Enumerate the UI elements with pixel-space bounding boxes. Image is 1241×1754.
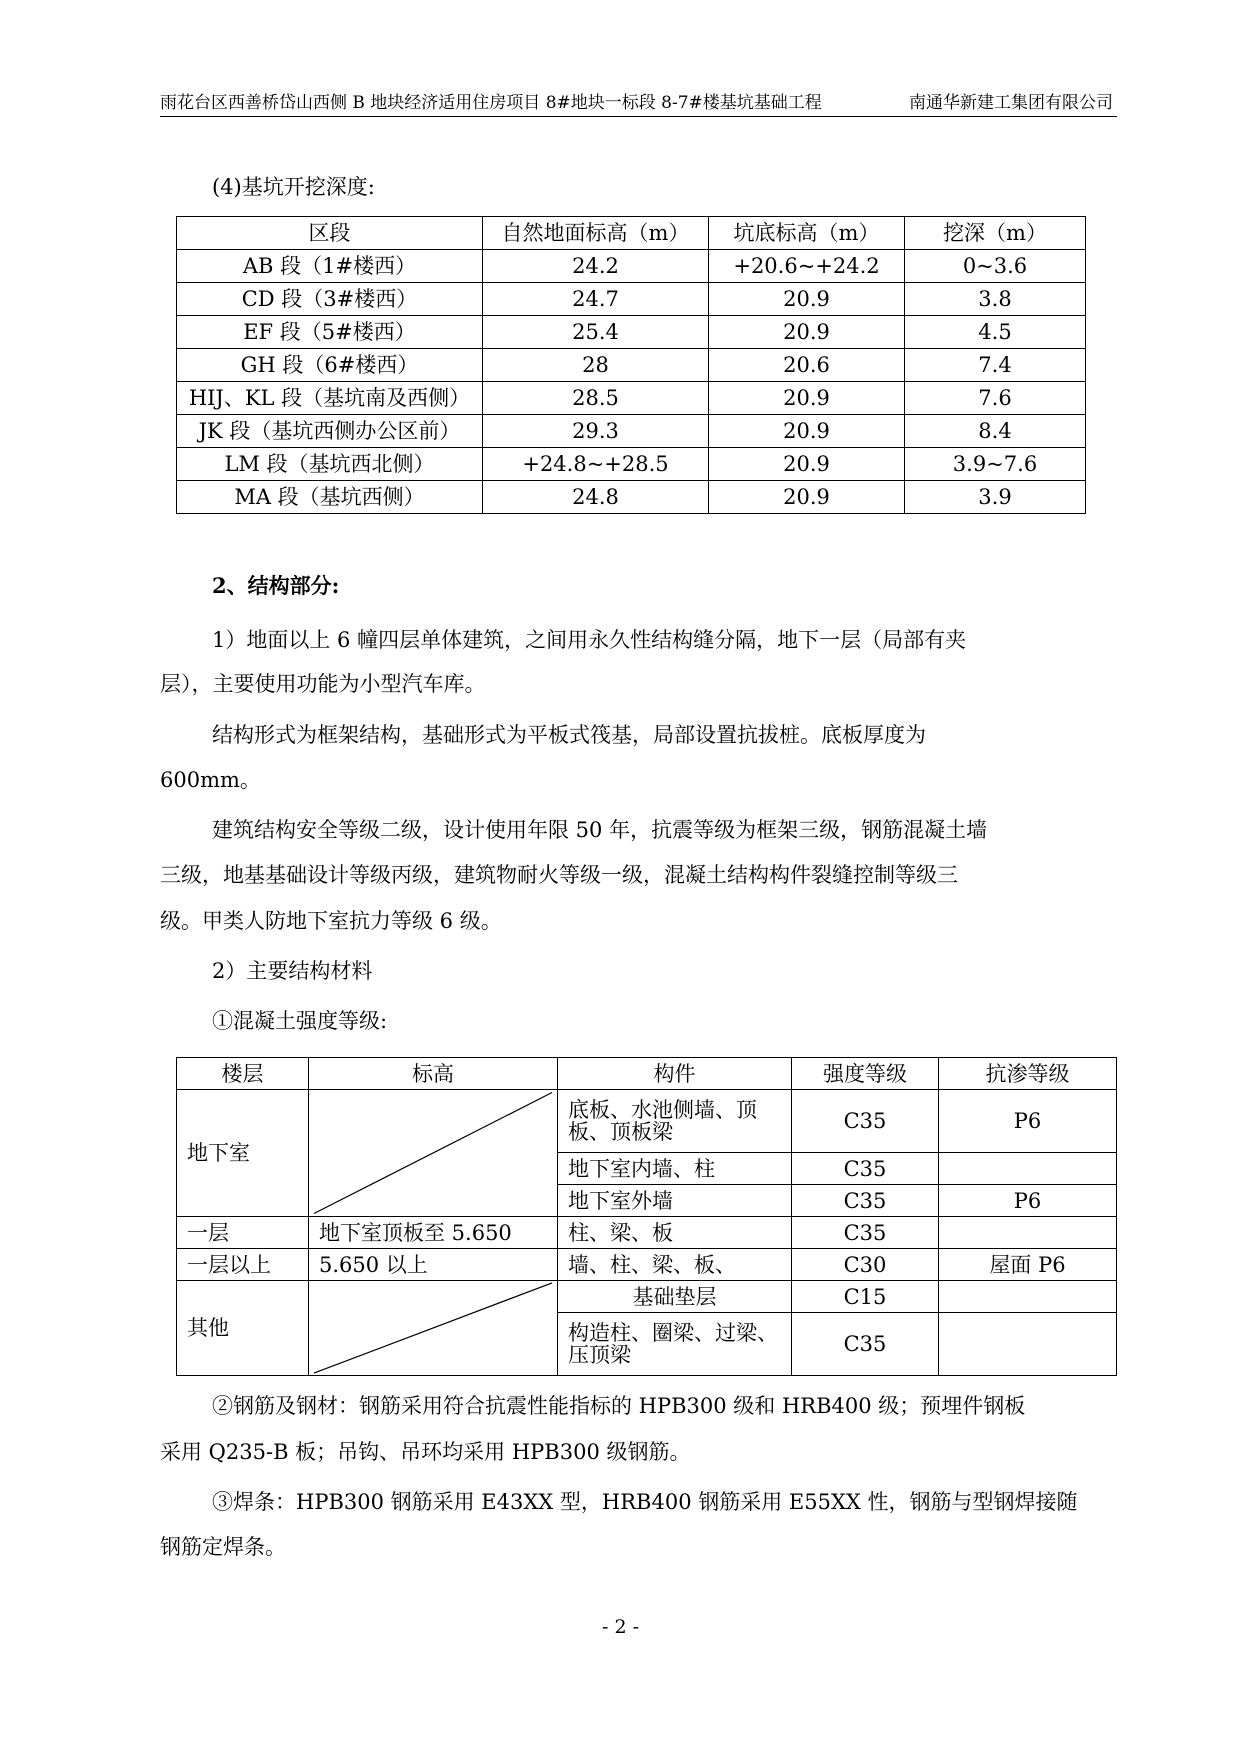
member-cell: 地下室内墙、柱 (558, 1153, 792, 1185)
table-cell: 7.6 (905, 382, 1086, 415)
table-cell: LM 段（基坑西北侧） (177, 448, 483, 481)
header-company-name: 南通华新建工集团有限公司 (909, 93, 1113, 113)
table-header-row (177, 217, 1086, 250)
table-cell: 7.4 (905, 349, 1086, 382)
grade-cell: C15 (792, 1281, 939, 1313)
paragraph-line: 三级，地基基础设计等级丙级，建筑物耐火等级一级，混凝土结构构件裂缝控制等级三 (160, 863, 958, 887)
elevation-cell: 5.650 以上 (309, 1249, 558, 1281)
floor-cell: 地下室 (177, 1090, 309, 1217)
table-header-cell: 区段 (177, 217, 483, 250)
excavation-depth-table (176, 216, 1086, 514)
table-cell: 8.4 (905, 415, 1086, 448)
seepage-cell: 屋面 P6 (939, 1249, 1117, 1281)
table-header-cell: 标高 (309, 1058, 558, 1090)
table-header-cell: 抗渗等级 (939, 1058, 1117, 1090)
table-cell: GH 段（6#楼西） (177, 349, 483, 382)
table-header-cell: 楼层 (177, 1058, 309, 1090)
table-cell: MA 段（基坑西侧） (177, 481, 483, 514)
paragraph-line: 级。甲类人防地下室抗力等级 6 级。 (160, 909, 502, 933)
table-row (177, 1217, 1117, 1249)
table-cell: 20.9 (709, 415, 905, 448)
table-cell: 20.9 (709, 316, 905, 349)
table-cell: 3.8 (905, 283, 1086, 316)
table-cell: 3.9~7.6 (905, 448, 1086, 481)
table-cell: +20.6~+24.2 (709, 250, 905, 283)
header-project-title: 雨花台区西善桥岱山西侧 B 地块经济适用住房项目 8#地块一标段 8-7#楼基坑基础工程 (160, 93, 822, 113)
table-cell: JK 段（基坑西侧办公区前） (177, 415, 483, 448)
table-row (177, 415, 1086, 448)
member-cell: 底板、水池侧墙、顶板、顶板梁 (558, 1090, 792, 1153)
table-row (177, 448, 1086, 481)
table-header-cell: 强度等级 (792, 1058, 939, 1090)
table-cell: 24.8 (483, 481, 709, 514)
member-cell: 墙、柱、梁、板、 (558, 1249, 792, 1281)
table-cell: 20.9 (709, 481, 905, 514)
table-cell: AB 段（1#楼西） (177, 250, 483, 283)
grade-cell: C30 (792, 1249, 939, 1281)
table-cell: 24.2 (483, 250, 709, 283)
table-header-row (177, 1058, 1117, 1090)
table-cell: +24.8~+28.5 (483, 448, 709, 481)
table-cell: 4.5 (905, 316, 1086, 349)
grade-cell: C35 (792, 1153, 939, 1185)
table-row (177, 283, 1086, 316)
seepage-cell (939, 1153, 1117, 1185)
page-number: - 2 - (601, 1616, 639, 1638)
table-cell: 28 (483, 349, 709, 382)
paragraph-line: 层），主要使用功能为小型汽车库。 (160, 672, 486, 696)
table-row (177, 1249, 1117, 1281)
table-header-cell: 坑底标高（m） (709, 217, 905, 250)
structure-section-heading: 2、结构部分: (212, 573, 340, 598)
concrete-grade-heading: ①混凝土强度等级: (212, 1009, 388, 1033)
member-cell: 基础垫层 (558, 1281, 792, 1313)
seepage-cell (939, 1313, 1117, 1376)
table-row (177, 316, 1086, 349)
table-cell: 3.9 (905, 481, 1086, 514)
materials-heading: 2）主要结构材料 (212, 959, 373, 983)
grade-cell: C35 (792, 1217, 939, 1249)
paragraph-line: 1）地面以上 6 幢四层单体建筑，之间用永久性结构缝分隔，地下一层（局部有夹 (212, 628, 967, 652)
paragraph-line: 采用 Q235-B 板；吊钩、吊环均采用 HPB300 级钢筋。 (160, 1440, 691, 1464)
table-cell: 0~3.6 (905, 250, 1086, 283)
table-row (177, 1090, 1117, 1153)
table-cell: 28.5 (483, 382, 709, 415)
paragraph-line: 建筑结构安全等级二级，设计使用年限 50 年，抗震等级为框架三级，钢筋混凝土墙 (212, 818, 988, 842)
table-cell: 20.9 (709, 448, 905, 481)
table-cell: 20.9 (709, 382, 905, 415)
table-row (177, 250, 1086, 283)
table-cell: CD 段（3#楼西） (177, 283, 483, 316)
table-cell: HIJ、KL 段（基坑南及西侧） (177, 382, 483, 415)
paragraph-line: 600mm。 (160, 768, 261, 792)
empty-diagonal-cell (309, 1090, 558, 1217)
floor-cell: 一层以上 (177, 1249, 309, 1281)
table-header-cell: 自然地面标高（m） (483, 217, 709, 250)
elevation-cell: 地下室顶板至 5.650 (309, 1217, 558, 1249)
concrete-grade-table (176, 1057, 1117, 1376)
seepage-cell: P6 (939, 1090, 1117, 1153)
grade-cell: C35 (792, 1090, 939, 1153)
paragraph-line: 钢筋定焊条。 (160, 1535, 286, 1559)
floor-cell: 其他 (177, 1281, 309, 1376)
seepage-cell (939, 1281, 1117, 1313)
table-header-cell: 挖深（m） (905, 217, 1086, 250)
table-cell: 20.9 (709, 283, 905, 316)
paragraph-line: 结构形式为框架结构，基础形式为平板式筏基，局部设置抗拔桩。底板厚度为 (212, 723, 926, 747)
table-row (177, 382, 1086, 415)
grade-cell: C35 (792, 1185, 939, 1217)
table-row (177, 481, 1086, 514)
table-cell: 20.6 (709, 349, 905, 382)
grade-cell: C35 (792, 1313, 939, 1376)
floor-cell: 一层 (177, 1217, 309, 1249)
table-cell: 25.4 (483, 316, 709, 349)
paragraph-line: ③焊条：HPB300 钢筋采用 E43XX 型，HRB400 钢筋采用 E55XX 性，钢筋与型钢焊接随 (212, 1490, 1078, 1514)
paragraph-line: ②钢筋及钢材：钢筋采用符合抗震性能指标的 HPB300 级和 HRB400 级；预埋件钢板 (212, 1394, 1026, 1418)
page-header (160, 86, 1117, 117)
table-cell: 29.3 (483, 415, 709, 448)
member-cell: 柱、梁、板 (558, 1217, 792, 1249)
empty-diagonal-cell (309, 1281, 558, 1376)
table-header-cell: 构件 (558, 1058, 792, 1090)
table-cell: EF 段（5#楼西） (177, 316, 483, 349)
table-cell: 24.7 (483, 283, 709, 316)
seepage-cell: P6 (939, 1185, 1117, 1217)
table-row (177, 1281, 1117, 1313)
seepage-cell (939, 1217, 1117, 1249)
excavation-depth-title: (4)基坑开挖深度: (212, 175, 375, 199)
member-cell: 地下室外墙 (558, 1185, 792, 1217)
member-cell: 构造柱、圈梁、过梁、压顶梁 (558, 1313, 792, 1376)
table-row (177, 349, 1086, 382)
